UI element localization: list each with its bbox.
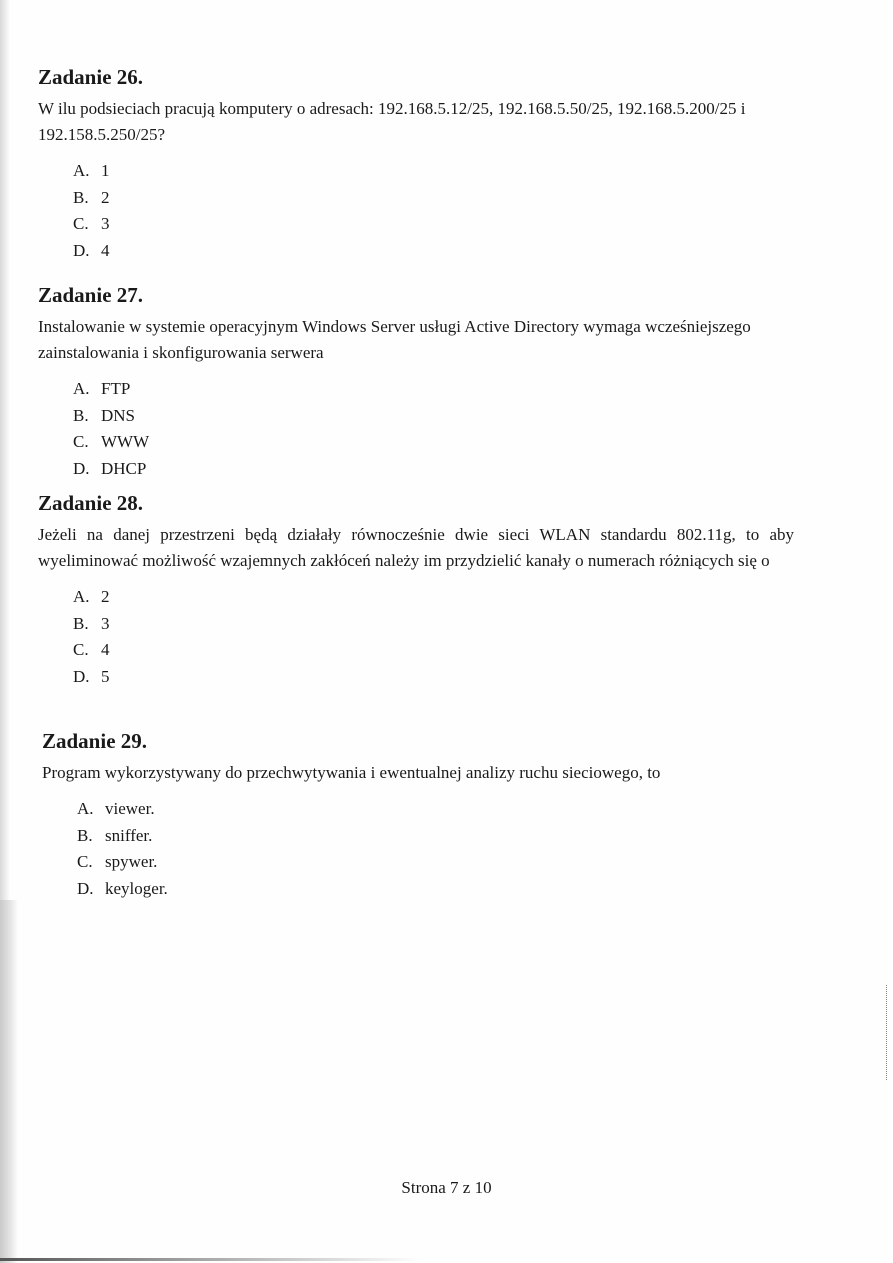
option-text: 1 xyxy=(101,161,110,180)
answer-options xyxy=(42,796,842,902)
answer-option-c xyxy=(42,849,842,876)
answer-option-c xyxy=(38,429,838,456)
option-letter: A. xyxy=(73,587,90,606)
option-text: spywer. xyxy=(105,852,158,871)
option-letter: C. xyxy=(77,852,93,871)
answer-option-d xyxy=(38,456,838,483)
option-letter: A. xyxy=(77,799,94,818)
option-letter: A. xyxy=(73,379,90,398)
option-letter: D. xyxy=(77,878,94,898)
option-letter: B. xyxy=(73,187,89,207)
option-letter: D. xyxy=(73,240,90,260)
question-title: Zadanie 28. xyxy=(38,491,144,515)
option-letter: B. xyxy=(73,405,89,425)
option-letter: D. xyxy=(73,458,90,478)
answer-option-b xyxy=(38,611,838,638)
question-text: Program wykorzystywany do przechwytywania i ewentualnej analizy ruchu sieciowego, to xyxy=(42,763,661,782)
option-letter: C. xyxy=(73,214,89,233)
option-text: 4 xyxy=(101,240,110,260)
option-text: 3 xyxy=(101,214,110,233)
option-text: FTP xyxy=(101,379,131,398)
option-text: WWW xyxy=(101,432,150,451)
page-footer xyxy=(0,1178,893,1198)
option-text: viewer. xyxy=(105,799,155,818)
answer-option-a xyxy=(42,796,842,823)
question-title: Zadanie 26. xyxy=(38,65,144,89)
option-text: 5 xyxy=(101,666,110,686)
option-text: DHCP xyxy=(101,458,147,478)
scan-shadow-bottom xyxy=(0,1258,420,1261)
question-26 xyxy=(38,64,838,264)
answer-option-a xyxy=(38,584,838,611)
option-text: 3 xyxy=(101,613,110,633)
option-text: 2 xyxy=(101,187,110,207)
question-text: Jeżeli na danej przestrzeni będą działały równocześnie dwie sieci WLAN standardu 802.11g, to aby wyeliminować możliwość wzajemnych zakłóceń należy im przydzielić kanały o numerach różniących się o xyxy=(38,525,794,570)
answer-option-b xyxy=(38,185,838,212)
page-number: Strona 7 z 10 xyxy=(401,1178,492,1197)
option-text: 4 xyxy=(101,640,110,659)
option-letter: C. xyxy=(73,432,89,451)
answer-option-c xyxy=(38,211,838,238)
answer-option-b xyxy=(42,823,842,850)
question-title: Zadanie 27. xyxy=(38,283,144,307)
answer-option-a xyxy=(38,158,838,185)
scan-shadow-left-lower xyxy=(0,900,18,1263)
question-text: W ilu podsieciach pracują komputery o adresach: 192.168.5.12/25, 192.168.5.50/25, 192.168.5.200/25 i 192.158.5.250/25? xyxy=(38,99,746,144)
question-29 xyxy=(42,728,842,902)
option-letter: D. xyxy=(73,666,90,686)
option-letter: B. xyxy=(77,825,93,845)
option-text: DNS xyxy=(101,405,136,425)
option-letter: A. xyxy=(73,161,90,180)
question-title: Zadanie 29. xyxy=(42,729,148,753)
answer-options xyxy=(38,376,838,482)
answer-option-d xyxy=(38,238,838,265)
answer-options xyxy=(38,584,838,690)
answer-option-d xyxy=(38,664,838,691)
answer-option-c xyxy=(38,637,838,664)
answer-option-b xyxy=(38,403,838,430)
answer-option-d xyxy=(42,876,842,903)
question-text: Instalowanie w systemie operacyjnym Windows Server usługi Active Directory wymaga wcześniejszego zainstalowania i skonfigurowania serwera xyxy=(38,317,751,362)
answer-options xyxy=(38,158,838,264)
question-28 xyxy=(38,490,838,690)
question-27 xyxy=(38,282,838,482)
answer-option-a xyxy=(38,376,838,403)
scan-marks-right xyxy=(886,985,888,1080)
option-text: sniffer. xyxy=(105,825,153,845)
option-text: keyloger. xyxy=(105,878,168,898)
option-text: 2 xyxy=(101,587,110,606)
option-letter: C. xyxy=(73,640,89,659)
option-letter: B. xyxy=(73,613,89,633)
